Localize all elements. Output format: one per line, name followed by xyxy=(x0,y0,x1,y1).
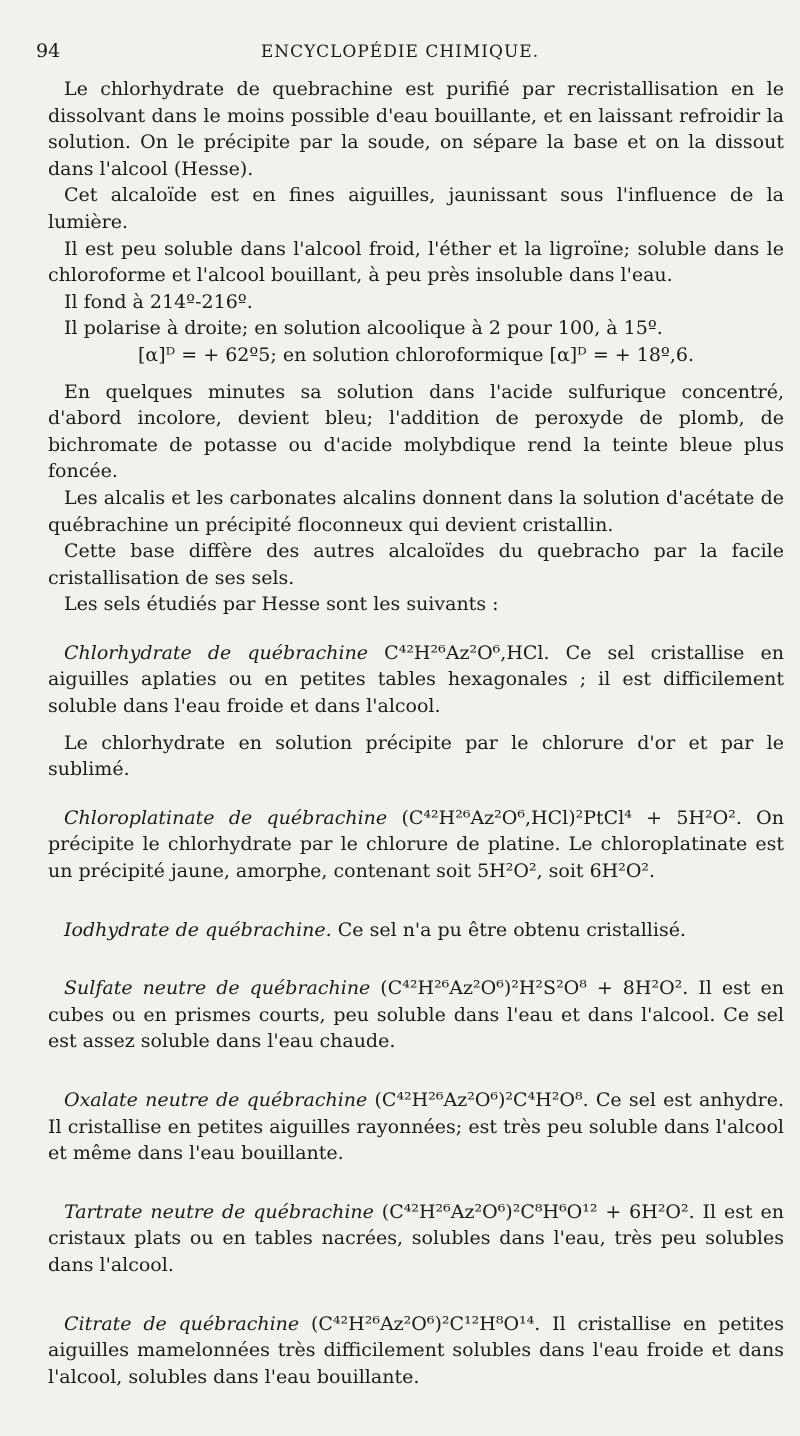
salt-tartrate xyxy=(48,1199,784,1279)
paragraph-salts-intro: Les sels étudiés par Hesse sont les suivants : xyxy=(64,593,499,616)
salt-text: (C⁴²H²⁶Az²O⁶)²H²S²O⁸ + 8H²O². Il est en cubes ou en prismes courts, peu soluble dans l'eau et dans l'alcool. Ce sel est assez soluble dans l'eau chaude. xyxy=(48,977,784,1053)
page-body xyxy=(48,76,784,1390)
paragraph-description: Cet alcaloïde est en fines aiguilles, jaunissant sous l'influence de la lumière. xyxy=(48,184,784,233)
salt-citrate xyxy=(48,1311,784,1391)
salt-text: (C⁴²H²⁶Az²O⁶)²C⁸H⁶O¹² + 6H²O². Il est en cristaux plats ou en tables nacrées, solubles dans l'eau, très peu solubles dans l'alcool. xyxy=(48,1200,784,1276)
running-title: ENCYCLOPÉDIE CHIMIQUE. xyxy=(260,42,540,62)
paragraph-purification: Le chlorhydrate de quebrachine est purifié par recristallisation en le dissolvant dans le moins possible d'eau bouillante, et en laissant refroidir la solution. On le précipite par la soude, on sépare la base et on la dissout dans l'alcool (Hesse). xyxy=(48,78,784,180)
paragraph-melting-point: Il fond à 214º-216º. xyxy=(64,290,253,313)
paragraph-polarisation: Il polarise à droite; en solution alcoolique à 2 pour 100, à 15º. xyxy=(64,317,663,340)
salt-chloroplatinate xyxy=(48,805,784,885)
salt-name: Oxalate neutre de québrachine xyxy=(64,1089,368,1111)
paragraph-sulfuric-reaction: En quelques minutes sa solution dans l'acide sulfurique concentré, d'abord incolore, devient bleu; l'addition de peroxyde de plomb, de bichromate de potasse ou d'acide molybdique rend la teinte bleue plus foncée. xyxy=(48,380,784,483)
salt-sulfate xyxy=(48,975,784,1055)
salt-name: Sulfate neutre de québrachine xyxy=(64,977,371,1000)
paragraph-solubility: Il est peu soluble dans l'alcool froid, l'éther et la ligroïne; soluble dans le chloroforme et l'alcool bouillant, à peu près insoluble dans l'eau. xyxy=(48,237,784,287)
salt-text: (C⁴²H²⁶Az²O⁶)²C⁴H²O⁸. Ce sel est anhydre. Il cristallise en petites aiguilles rayonnées; est très peu soluble dans l'alcool et même dans l'eau bouillante. xyxy=(48,1089,785,1165)
salt-name: Chlorhydrate de québrachine xyxy=(64,641,369,664)
page-header xyxy=(0,40,800,70)
salt-text: Ce sel n'a pu être obtenu cristallisé. xyxy=(331,918,686,941)
page-number: 94 xyxy=(36,40,61,62)
paragraph-alkali-reaction: Les alcalis et les carbonates alcalins donnent dans la solution d'acétate de québrachine un précipité floconneux qui devient cristallin. xyxy=(48,486,784,536)
salt-chlorhydrate xyxy=(48,640,784,720)
salt-name: Citrate de québrachine xyxy=(64,1312,300,1335)
salt-text: (C⁴²H²⁶Az²O⁶,HCl)²PtCl⁴ + 5H²O². On précipite le chlorhydrate par le chlorure de platine. Le chloroplatinate est un précipité jaune, amorphe, contenant soit 5H²O², soit 6H²O². xyxy=(48,806,784,883)
salt-oxalate xyxy=(48,1087,784,1167)
salt-chlorhydrate-note: Le chlorhydrate en solution précipite par le chlorure d'or et par le sublimé. xyxy=(48,731,784,781)
salt-name: Chloroplatinate de québrachine xyxy=(64,806,388,829)
salt-name: Iodhydrate de québrachine. xyxy=(64,918,332,941)
paragraph-crystallisation: Cette base diffère des autres alcaloïdes du quebracho par la facile cristallisation de ses sels. xyxy=(48,540,784,589)
salt-text: C⁴²H²⁶Az²O⁶,HCl. Ce sel cristallise en aiguilles aplaties ou en petites tables hexagonales ; il est difficilement soluble dans l'eau froide et dans l'alcool. xyxy=(48,641,785,718)
salt-iodhydrate xyxy=(48,917,784,944)
salt-name: Tartrate neutre de québrachine xyxy=(64,1200,374,1223)
paragraph-rotation-values: [α]ᴰ = + 62º5; en solution chloroformique [α]ᴰ = + 18º,6. xyxy=(137,343,695,366)
salt-text: (C⁴²H²⁶Az²O⁶)²C¹²H⁸O¹⁴. Il cristallise en petites aiguilles mamelonnées très difficilement solubles dans l'eau froide et dans l'alcool, solubles dans l'eau bouillante. xyxy=(48,1312,784,1388)
